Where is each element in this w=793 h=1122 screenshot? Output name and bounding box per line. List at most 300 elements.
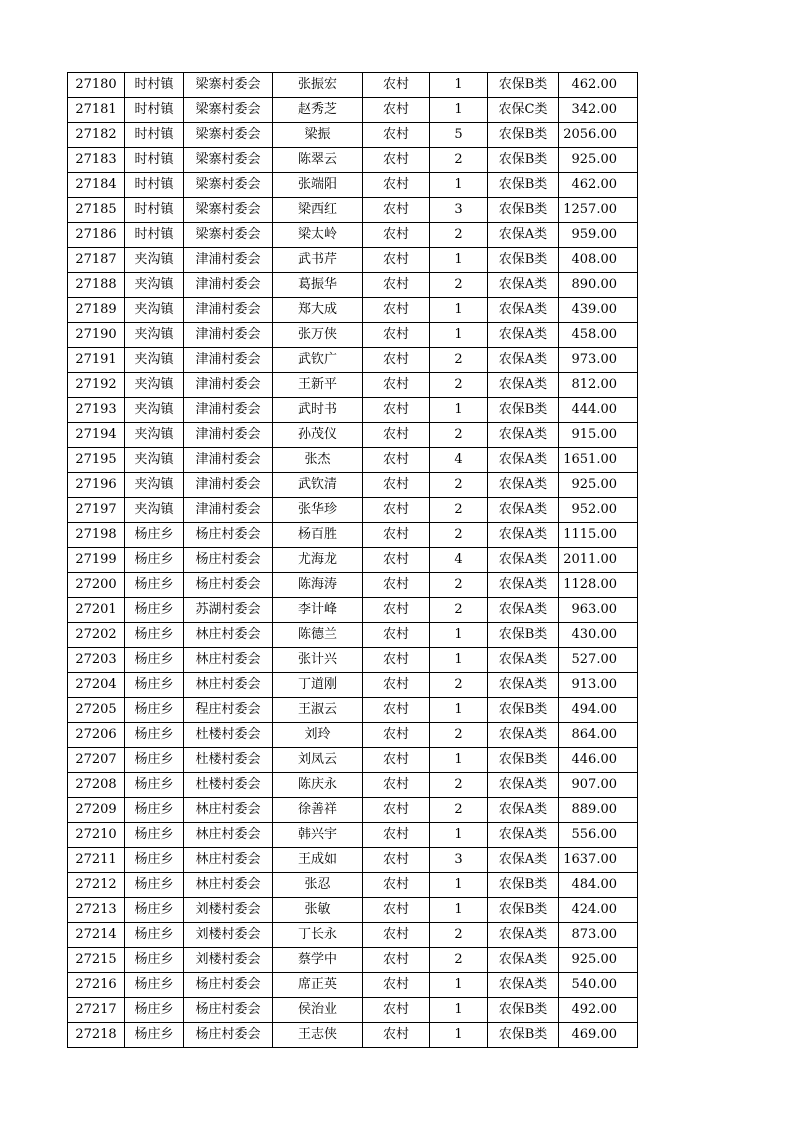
household-type-cell: 农村	[363, 623, 430, 648]
person-name-cell: 梁西红	[273, 198, 363, 223]
village-committee-cell: 杨庄村委会	[184, 523, 273, 548]
village-committee-cell: 杜楼村委会	[184, 723, 273, 748]
record-id-cell: 27206	[68, 723, 125, 748]
amount-cell: 494.00	[559, 698, 638, 723]
record-id-cell: 27190	[68, 323, 125, 348]
table-row	[68, 1023, 638, 1048]
record-id-cell: 27180	[68, 73, 125, 98]
village-committee-cell: 津浦村委会	[184, 248, 273, 273]
person-name-cell: 赵秀芝	[273, 98, 363, 123]
town-cell: 杨庄乡	[125, 773, 184, 798]
person-name-cell: 张万侠	[273, 323, 363, 348]
table-row	[68, 398, 638, 423]
record-id-cell: 27197	[68, 498, 125, 523]
amount-cell: 925.00	[559, 948, 638, 973]
family-size-cell: 2	[430, 473, 488, 498]
insurance-category-cell: 农保A类	[488, 948, 559, 973]
town-cell: 杨庄乡	[125, 548, 184, 573]
village-committee-cell: 津浦村委会	[184, 373, 273, 398]
amount-cell: 812.00	[559, 373, 638, 398]
record-id-cell: 27217	[68, 998, 125, 1023]
family-size-cell: 2	[430, 498, 488, 523]
household-type-cell: 农村	[363, 348, 430, 373]
record-id-cell: 27202	[68, 623, 125, 648]
record-id-cell: 27211	[68, 848, 125, 873]
record-id-cell: 27192	[68, 373, 125, 398]
record-id-cell: 27200	[68, 573, 125, 598]
town-cell: 杨庄乡	[125, 573, 184, 598]
amount-cell: 527.00	[559, 648, 638, 673]
household-type-cell: 农村	[363, 223, 430, 248]
household-type-cell: 农村	[363, 98, 430, 123]
table-row	[68, 423, 638, 448]
amount-cell: 873.00	[559, 923, 638, 948]
table-row	[68, 648, 638, 673]
record-id-cell: 27187	[68, 248, 125, 273]
household-type-cell: 农村	[363, 973, 430, 998]
town-cell: 夹沟镇	[125, 323, 184, 348]
household-type-cell: 农村	[363, 948, 430, 973]
table-row	[68, 173, 638, 198]
insurance-category-cell: 农保A类	[488, 473, 559, 498]
table-row	[68, 98, 638, 123]
village-committee-cell: 梁寨村委会	[184, 123, 273, 148]
person-name-cell: 梁振	[273, 123, 363, 148]
table-row	[68, 573, 638, 598]
town-cell: 夹沟镇	[125, 448, 184, 473]
household-type-cell: 农村	[363, 698, 430, 723]
amount-cell: 952.00	[559, 498, 638, 523]
person-name-cell: 张敏	[273, 898, 363, 923]
table-row	[68, 323, 638, 348]
amount-cell: 439.00	[559, 298, 638, 323]
household-type-cell: 农村	[363, 548, 430, 573]
family-size-cell: 1	[430, 73, 488, 98]
village-committee-cell: 津浦村委会	[184, 398, 273, 423]
insurance-category-cell: 农保B类	[488, 248, 559, 273]
person-name-cell: 葛振华	[273, 273, 363, 298]
insurance-category-cell: 农保A类	[488, 223, 559, 248]
household-type-cell: 农村	[363, 523, 430, 548]
household-type-cell: 农村	[363, 648, 430, 673]
records-table	[67, 72, 638, 1048]
person-name-cell: 陈庆永	[273, 773, 363, 798]
village-committee-cell: 梁寨村委会	[184, 73, 273, 98]
village-committee-cell: 林庄村委会	[184, 873, 273, 898]
village-committee-cell: 林庄村委会	[184, 798, 273, 823]
record-id-cell: 27199	[68, 548, 125, 573]
family-size-cell: 2	[430, 523, 488, 548]
record-id-cell: 27201	[68, 598, 125, 623]
person-name-cell: 张端阳	[273, 173, 363, 198]
amount-cell: 2011.00	[559, 548, 638, 573]
amount-cell: 462.00	[559, 173, 638, 198]
town-cell: 杨庄乡	[125, 623, 184, 648]
household-type-cell: 农村	[363, 273, 430, 298]
village-committee-cell: 杨庄村委会	[184, 573, 273, 598]
village-committee-cell: 程庄村委会	[184, 698, 273, 723]
household-type-cell: 农村	[363, 723, 430, 748]
family-size-cell: 2	[430, 948, 488, 973]
person-name-cell: 陈德兰	[273, 623, 363, 648]
record-id-cell: 27212	[68, 873, 125, 898]
family-size-cell: 2	[430, 673, 488, 698]
town-cell: 夹沟镇	[125, 273, 184, 298]
household-type-cell: 农村	[363, 848, 430, 873]
town-cell: 杨庄乡	[125, 848, 184, 873]
household-type-cell: 农村	[363, 148, 430, 173]
family-size-cell: 2	[430, 348, 488, 373]
family-size-cell: 1	[430, 98, 488, 123]
table-row	[68, 523, 638, 548]
amount-cell: 408.00	[559, 248, 638, 273]
record-id-cell: 27216	[68, 973, 125, 998]
record-id-cell: 27208	[68, 773, 125, 798]
household-type-cell: 农村	[363, 748, 430, 773]
amount-cell: 342.00	[559, 98, 638, 123]
amount-cell: 1651.00	[559, 448, 638, 473]
village-committee-cell: 杜楼村委会	[184, 748, 273, 773]
family-size-cell: 2	[430, 273, 488, 298]
town-cell: 夹沟镇	[125, 498, 184, 523]
amount-cell: 556.00	[559, 823, 638, 848]
table-row	[68, 223, 638, 248]
household-type-cell: 农村	[363, 573, 430, 598]
amount-cell: 864.00	[559, 723, 638, 748]
family-size-cell: 2	[430, 923, 488, 948]
amount-cell: 963.00	[559, 598, 638, 623]
family-size-cell: 2	[430, 373, 488, 398]
family-size-cell: 1	[430, 973, 488, 998]
table-row	[68, 748, 638, 773]
table-row	[68, 773, 638, 798]
household-type-cell: 农村	[363, 823, 430, 848]
insurance-category-cell: 农保A类	[488, 548, 559, 573]
amount-cell: 925.00	[559, 148, 638, 173]
family-size-cell: 1	[430, 748, 488, 773]
town-cell: 夹沟镇	[125, 398, 184, 423]
amount-cell: 973.00	[559, 348, 638, 373]
town-cell: 杨庄乡	[125, 873, 184, 898]
record-id-cell: 27210	[68, 823, 125, 848]
insurance-category-cell: 农保A类	[488, 373, 559, 398]
table-row	[68, 973, 638, 998]
record-id-cell: 27188	[68, 273, 125, 298]
table-row	[68, 798, 638, 823]
table-row	[68, 848, 638, 873]
table-row	[68, 898, 638, 923]
town-cell: 时村镇	[125, 98, 184, 123]
village-committee-cell: 津浦村委会	[184, 423, 273, 448]
record-id-cell: 27198	[68, 523, 125, 548]
record-id-cell: 27205	[68, 698, 125, 723]
record-id-cell: 27195	[68, 448, 125, 473]
amount-cell: 959.00	[559, 223, 638, 248]
household-type-cell: 农村	[363, 173, 430, 198]
record-id-cell: 27203	[68, 648, 125, 673]
family-size-cell: 2	[430, 723, 488, 748]
household-type-cell: 农村	[363, 73, 430, 98]
village-committee-cell: 刘楼村委会	[184, 898, 273, 923]
person-name-cell: 梁太岭	[273, 223, 363, 248]
insurance-category-cell: 农保A类	[488, 673, 559, 698]
insurance-category-cell: 农保B类	[488, 998, 559, 1023]
village-committee-cell: 刘楼村委会	[184, 948, 273, 973]
insurance-category-cell: 农保B类	[488, 898, 559, 923]
record-id-cell: 27213	[68, 898, 125, 923]
town-cell: 夹沟镇	[125, 423, 184, 448]
insurance-category-cell: 农保A类	[488, 523, 559, 548]
person-name-cell: 刘玲	[273, 723, 363, 748]
village-committee-cell: 梁寨村委会	[184, 98, 273, 123]
household-type-cell: 农村	[363, 198, 430, 223]
town-cell: 杨庄乡	[125, 898, 184, 923]
amount-cell: 444.00	[559, 398, 638, 423]
family-size-cell: 1	[430, 248, 488, 273]
record-id-cell: 27181	[68, 98, 125, 123]
family-size-cell: 2	[430, 423, 488, 448]
family-size-cell: 3	[430, 848, 488, 873]
family-size-cell: 3	[430, 198, 488, 223]
family-size-cell: 1	[430, 323, 488, 348]
village-committee-cell: 津浦村委会	[184, 498, 273, 523]
village-committee-cell: 杨庄村委会	[184, 548, 273, 573]
household-type-cell: 农村	[363, 923, 430, 948]
insurance-category-cell: 农保A类	[488, 423, 559, 448]
village-committee-cell: 津浦村委会	[184, 298, 273, 323]
village-committee-cell: 苏湖村委会	[184, 598, 273, 623]
person-name-cell: 张振宏	[273, 73, 363, 98]
household-type-cell: 农村	[363, 423, 430, 448]
table-row	[68, 123, 638, 148]
person-name-cell: 丁长永	[273, 923, 363, 948]
person-name-cell: 蔡学中	[273, 948, 363, 973]
record-id-cell: 27207	[68, 748, 125, 773]
table-row	[68, 598, 638, 623]
person-name-cell: 侯治业	[273, 998, 363, 1023]
amount-cell: 446.00	[559, 748, 638, 773]
table-row	[68, 548, 638, 573]
town-cell: 杨庄乡	[125, 798, 184, 823]
insurance-category-cell: 农保A类	[488, 923, 559, 948]
family-size-cell: 2	[430, 773, 488, 798]
household-type-cell: 农村	[363, 798, 430, 823]
person-name-cell: 陈翠云	[273, 148, 363, 173]
amount-cell: 890.00	[559, 273, 638, 298]
person-name-cell: 王成如	[273, 848, 363, 873]
village-committee-cell: 林庄村委会	[184, 648, 273, 673]
insurance-category-cell: 农保B类	[488, 1023, 559, 1048]
person-name-cell: 张忍	[273, 873, 363, 898]
town-cell: 时村镇	[125, 173, 184, 198]
table-row	[68, 623, 638, 648]
record-id-cell: 27214	[68, 923, 125, 948]
insurance-category-cell: 农保B类	[488, 123, 559, 148]
family-size-cell: 4	[430, 548, 488, 573]
family-size-cell: 2	[430, 798, 488, 823]
insurance-category-cell: 农保A类	[488, 798, 559, 823]
town-cell: 杨庄乡	[125, 1023, 184, 1048]
town-cell: 杨庄乡	[125, 923, 184, 948]
household-type-cell: 农村	[363, 1023, 430, 1048]
record-id-cell: 27209	[68, 798, 125, 823]
person-name-cell: 张杰	[273, 448, 363, 473]
town-cell: 夹沟镇	[125, 473, 184, 498]
town-cell: 杨庄乡	[125, 523, 184, 548]
town-cell: 时村镇	[125, 148, 184, 173]
person-name-cell: 王淑云	[273, 698, 363, 723]
village-committee-cell: 杨庄村委会	[184, 1023, 273, 1048]
table-row	[68, 73, 638, 98]
village-committee-cell: 杨庄村委会	[184, 973, 273, 998]
person-name-cell: 杨百胜	[273, 523, 363, 548]
table-row	[68, 923, 638, 948]
town-cell: 杨庄乡	[125, 598, 184, 623]
person-name-cell: 郑大成	[273, 298, 363, 323]
family-size-cell: 1	[430, 298, 488, 323]
amount-cell: 462.00	[559, 73, 638, 98]
amount-cell: 430.00	[559, 623, 638, 648]
record-id-cell: 27215	[68, 948, 125, 973]
household-type-cell: 农村	[363, 398, 430, 423]
table-row	[68, 673, 638, 698]
family-size-cell: 1	[430, 898, 488, 923]
village-committee-cell: 林庄村委会	[184, 823, 273, 848]
table-row	[68, 373, 638, 398]
household-type-cell: 农村	[363, 898, 430, 923]
person-name-cell: 韩兴宇	[273, 823, 363, 848]
table-row	[68, 998, 638, 1023]
amount-cell: 484.00	[559, 873, 638, 898]
person-name-cell: 丁道刚	[273, 673, 363, 698]
family-size-cell: 1	[430, 648, 488, 673]
amount-cell: 915.00	[559, 423, 638, 448]
family-size-cell: 5	[430, 123, 488, 148]
town-cell: 夹沟镇	[125, 348, 184, 373]
person-name-cell: 张华珍	[273, 498, 363, 523]
town-cell: 杨庄乡	[125, 973, 184, 998]
insurance-category-cell: 农保A类	[488, 973, 559, 998]
household-type-cell: 农村	[363, 498, 430, 523]
village-committee-cell: 刘楼村委会	[184, 923, 273, 948]
insurance-category-cell: 农保A类	[488, 323, 559, 348]
insurance-category-cell: 农保A类	[488, 773, 559, 798]
town-cell: 时村镇	[125, 198, 184, 223]
table-row	[68, 948, 638, 973]
person-name-cell: 李计峰	[273, 598, 363, 623]
household-type-cell: 农村	[363, 773, 430, 798]
record-id-cell: 27196	[68, 473, 125, 498]
family-size-cell: 2	[430, 223, 488, 248]
table-row	[68, 823, 638, 848]
person-name-cell: 张计兴	[273, 648, 363, 673]
insurance-category-cell: 农保B类	[488, 398, 559, 423]
person-name-cell: 王志侠	[273, 1023, 363, 1048]
household-type-cell: 农村	[363, 998, 430, 1023]
village-committee-cell: 津浦村委会	[184, 273, 273, 298]
family-size-cell: 1	[430, 698, 488, 723]
insurance-category-cell: 农保B类	[488, 623, 559, 648]
insurance-category-cell: 农保B类	[488, 748, 559, 773]
record-id-cell: 27191	[68, 348, 125, 373]
town-cell: 杨庄乡	[125, 648, 184, 673]
person-name-cell: 武钦广	[273, 348, 363, 373]
village-committee-cell: 津浦村委会	[184, 448, 273, 473]
insurance-category-cell: 农保A类	[488, 448, 559, 473]
record-id-cell: 27193	[68, 398, 125, 423]
household-type-cell: 农村	[363, 873, 430, 898]
household-type-cell: 农村	[363, 448, 430, 473]
record-id-cell: 27183	[68, 148, 125, 173]
town-cell: 杨庄乡	[125, 948, 184, 973]
town-cell: 时村镇	[125, 73, 184, 98]
amount-cell: 1128.00	[559, 573, 638, 598]
town-cell: 杨庄乡	[125, 998, 184, 1023]
insurance-category-cell: 农保A类	[488, 648, 559, 673]
insurance-category-cell: 农保B类	[488, 873, 559, 898]
family-size-cell: 1	[430, 1023, 488, 1048]
household-type-cell: 农村	[363, 323, 430, 348]
insurance-category-cell: 农保A类	[488, 823, 559, 848]
amount-cell: 925.00	[559, 473, 638, 498]
insurance-category-cell: 农保A类	[488, 573, 559, 598]
insurance-category-cell: 农保A类	[488, 848, 559, 873]
table-row	[68, 723, 638, 748]
amount-cell: 907.00	[559, 773, 638, 798]
town-cell: 夹沟镇	[125, 373, 184, 398]
village-committee-cell: 梁寨村委会	[184, 223, 273, 248]
town-cell: 杨庄乡	[125, 723, 184, 748]
table-row	[68, 473, 638, 498]
town-cell: 夹沟镇	[125, 248, 184, 273]
town-cell: 杨庄乡	[125, 823, 184, 848]
record-id-cell: 27218	[68, 1023, 125, 1048]
amount-cell: 889.00	[559, 798, 638, 823]
record-id-cell: 27182	[68, 123, 125, 148]
family-size-cell: 2	[430, 573, 488, 598]
village-committee-cell: 津浦村委会	[184, 348, 273, 373]
family-size-cell: 2	[430, 598, 488, 623]
town-cell: 夹沟镇	[125, 298, 184, 323]
person-name-cell: 陈海涛	[273, 573, 363, 598]
person-name-cell: 武书芹	[273, 248, 363, 273]
amount-cell: 913.00	[559, 673, 638, 698]
amount-cell: 424.00	[559, 898, 638, 923]
table-row	[68, 873, 638, 898]
amount-cell: 540.00	[559, 973, 638, 998]
village-committee-cell: 林庄村委会	[184, 623, 273, 648]
amount-cell: 1115.00	[559, 523, 638, 548]
household-type-cell: 农村	[363, 123, 430, 148]
table-row	[68, 148, 638, 173]
person-name-cell: 尤海龙	[273, 548, 363, 573]
town-cell: 杨庄乡	[125, 673, 184, 698]
table-row	[68, 298, 638, 323]
record-id-cell: 27194	[68, 423, 125, 448]
family-size-cell: 1	[430, 173, 488, 198]
town-cell: 时村镇	[125, 223, 184, 248]
insurance-category-cell: 农保B类	[488, 198, 559, 223]
insurance-category-cell: 农保A类	[488, 298, 559, 323]
village-committee-cell: 杜楼村委会	[184, 773, 273, 798]
insurance-category-cell: 农保A类	[488, 598, 559, 623]
insurance-category-cell: 农保B类	[488, 73, 559, 98]
family-size-cell: 2	[430, 148, 488, 173]
household-type-cell: 农村	[363, 373, 430, 398]
town-cell: 杨庄乡	[125, 698, 184, 723]
insurance-category-cell: 农保B类	[488, 698, 559, 723]
table-row	[68, 498, 638, 523]
